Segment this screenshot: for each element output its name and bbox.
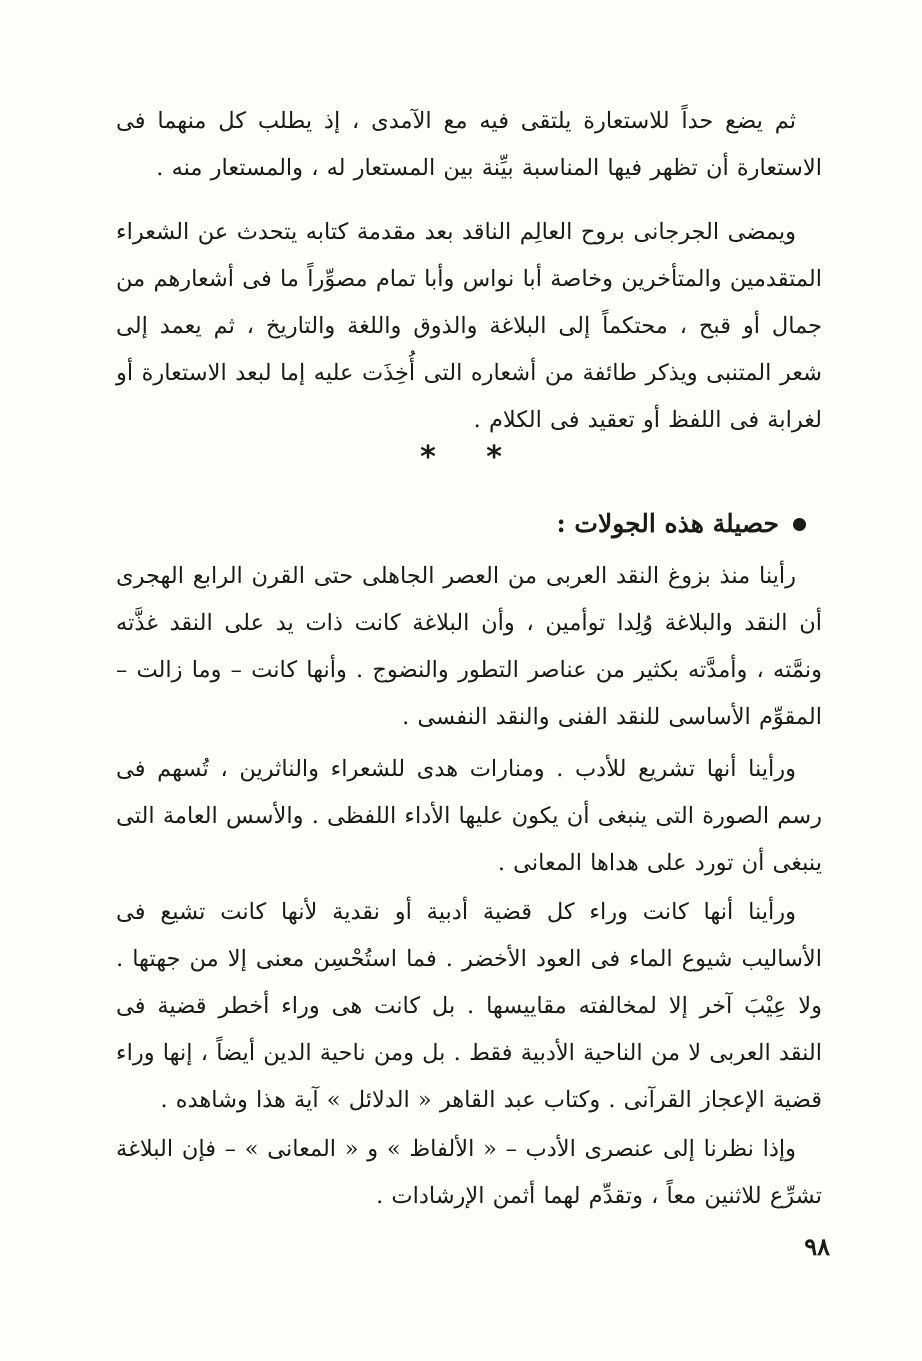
page-number: ٩٨ <box>804 1232 830 1261</box>
paragraph-text: رأينا منذ بزوغ النقد العربى من العصر الجاهلى حتى القرن الرابع الهجرى أن النقد والبلاغة وُلِدا توأمين ، وأن البلاغة كانت ذات يد على النقد غذَّته ونمَّته ، وأمدَّته بكثير من عناصر التطور والنضوج . وأنها كانت – وما زالت – المقوِّم الأساسى للنقد الفنى والنقد النفسى . <box>116 563 822 730</box>
section-heading <box>556 500 806 548</box>
paragraph-text: ثم يضع حداً للاستعارة يلتقى فيه مع الآمدى ، إذ يطلب كل منهما فى الاستعارة أن تظهر فيها المناسبة بيِّنة بين المستعار له ، والمستعار منه . <box>116 108 822 181</box>
section-separator: * * <box>420 440 502 475</box>
bullet-icon <box>793 518 806 531</box>
paragraph-text: ورأينا أنها كانت وراء كل قضية أدبية أو نقدية لأنها كانت تشيع فى الأساليب شيوع الماء فى العود الأخضر . فما استُحْسِن معنى إلا من جهتها . ولا عِيْبَ آخر إلا لمخالفته مقاييسها . بل كانت هى وراء أخطر قضية فى النقد العربى لا من الناحية الأدبية فقط . بل ومن ناحية الدين أيضاً ، إنها وراء قضية الإعجاز القرآنى . وكتاب عبد القاهر « الدلائل » آية هذا وشاهده . <box>116 899 822 1113</box>
paragraph-6 <box>116 1126 822 1220</box>
paragraph-4 <box>116 746 822 887</box>
paragraph-text: ورأينا أنها تشريع للأدب . ومنارات هدى للشعراء والناثرين ، تُسهم فى رسم الصورة التى ينبغى أن يكون عليها الأداء اللفظى . والأسس العامة التى ينبغى أن تورد على هداها المعانى . <box>116 756 822 876</box>
paragraph-1 <box>116 98 822 192</box>
paragraph-3 <box>116 553 822 741</box>
section-heading-text: حصيلة هذه الجولات : <box>556 509 779 538</box>
paragraph-5 <box>116 889 822 1124</box>
paragraph-text: وإذا نظرنا إلى عنصرى الأدب – « الألفاظ » و « المعانى » – فإن البلاغة تشرِّع للاثنين معاً ، وتقدِّم لهما أثمن الإرشادات . <box>116 1136 822 1209</box>
paragraph-text: ويمضى الجرجانى بروح العالِم الناقد بعد مقدمة كتابه يتحدث عن الشعراء المتقدمين والمتأخرين وخاصة أبا نواس وأبا تمام مصوِّراً ما فى أشعارهم من جمال أو قبح ، محتكماً إلى البلاغة والذوق واللغة والتاريخ ، ثم يعمد إلى شعر المتنبى ويذكر طائفة من أشعاره التى أُخِذَت عليه إما لبعد الاستعارة أو لغرابة فى اللفظ أو تعقيد فى الكلام . <box>116 219 822 433</box>
paragraph-2 <box>116 209 822 444</box>
